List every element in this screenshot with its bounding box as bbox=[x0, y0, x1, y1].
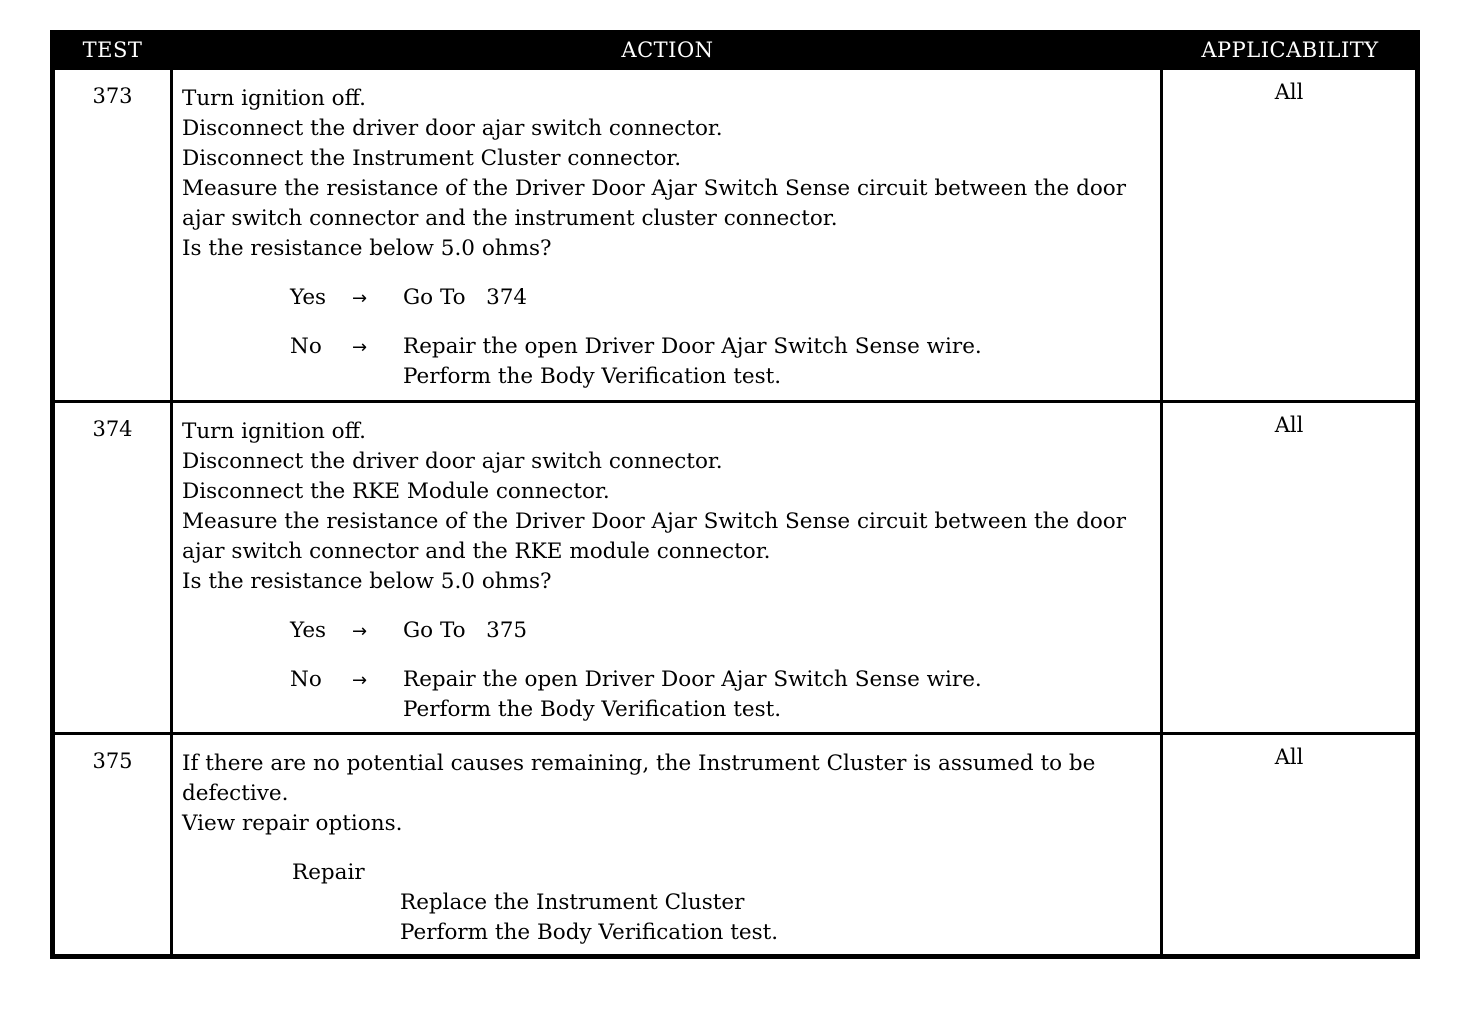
action-line: If there are no potential causes remaining, the Instrument Cluster is assumed to be bbox=[182, 751, 1096, 776]
action-line: ajar switch connector and the RKE module connector. bbox=[182, 539, 771, 564]
action-cell bbox=[182, 417, 1157, 725]
no-continuation: Perform the Body Verification test. bbox=[403, 364, 782, 389]
diagnostic-test-table bbox=[50, 30, 1420, 959]
test-number: 375 bbox=[92, 749, 133, 773]
action-line: Turn ignition off. bbox=[182, 419, 366, 444]
action-line: Measure the resistance of the Driver Door Ajar Switch Sense circuit between the door bbox=[182, 509, 1127, 534]
action-cell bbox=[182, 749, 1157, 948]
repair-step: Replace the Instrument Cluster bbox=[400, 890, 745, 915]
right-arrow-icon: → bbox=[352, 288, 368, 309]
no-continuation: Perform the Body Verification test. bbox=[403, 697, 782, 722]
yes-branch bbox=[290, 283, 1157, 313]
action-question: Is the resistance below 5.0 ohms? bbox=[182, 569, 552, 594]
yes-branch bbox=[290, 616, 1157, 646]
table-header bbox=[50, 30, 1420, 70]
action-line: Disconnect the driver door ajar switch connector. bbox=[182, 116, 723, 141]
right-arrow-icon: → bbox=[352, 337, 368, 358]
repair-step: Perform the Body Verification test. bbox=[400, 920, 779, 945]
no-target: Repair the open Driver Door Ajar Switch Sense wire. bbox=[403, 667, 982, 692]
right-arrow-icon: → bbox=[352, 621, 368, 642]
action-line: Turn ignition off. bbox=[182, 86, 366, 111]
header-action: ACTION bbox=[621, 38, 714, 62]
action-line: Disconnect the Instrument Cluster connector. bbox=[182, 146, 682, 171]
table-row bbox=[55, 735, 1415, 959]
yes-target: Go To 374 bbox=[403, 285, 528, 310]
action-cell bbox=[182, 84, 1157, 392]
header-test: TEST bbox=[82, 38, 143, 62]
yes-label: Yes bbox=[290, 618, 327, 643]
action-line: Disconnect the driver door ajar switch connector. bbox=[182, 449, 723, 474]
test-number: 374 bbox=[92, 417, 133, 441]
table-row bbox=[55, 403, 1415, 735]
action-line: defective. bbox=[182, 781, 289, 806]
action-line: Measure the resistance of the Driver Door Ajar Switch Sense circuit between the door bbox=[182, 176, 1127, 201]
repair-label: Repair bbox=[292, 860, 365, 885]
action-line: Disconnect the RKE Module connector. bbox=[182, 479, 610, 504]
no-branch bbox=[290, 665, 1157, 695]
action-line: View repair options. bbox=[182, 811, 403, 836]
yes-target: Go To 375 bbox=[403, 618, 528, 643]
right-arrow-icon: → bbox=[352, 670, 368, 691]
applicability-value: All bbox=[1274, 80, 1304, 104]
yes-label: Yes bbox=[290, 285, 327, 310]
action-question: Is the resistance below 5.0 ohms? bbox=[182, 236, 552, 261]
no-branch bbox=[290, 332, 1157, 362]
table-row bbox=[55, 70, 1415, 403]
no-label: No bbox=[290, 667, 322, 692]
applicability-value: All bbox=[1274, 413, 1304, 437]
no-target: Repair the open Driver Door Ajar Switch Sense wire. bbox=[403, 334, 982, 359]
action-line: ajar switch connector and the instrument cluster connector. bbox=[182, 206, 838, 231]
no-label: No bbox=[290, 334, 322, 359]
applicability-value: All bbox=[1274, 745, 1304, 769]
header-applicability: APPLICABILITY bbox=[1201, 38, 1379, 62]
test-number: 373 bbox=[92, 84, 133, 108]
